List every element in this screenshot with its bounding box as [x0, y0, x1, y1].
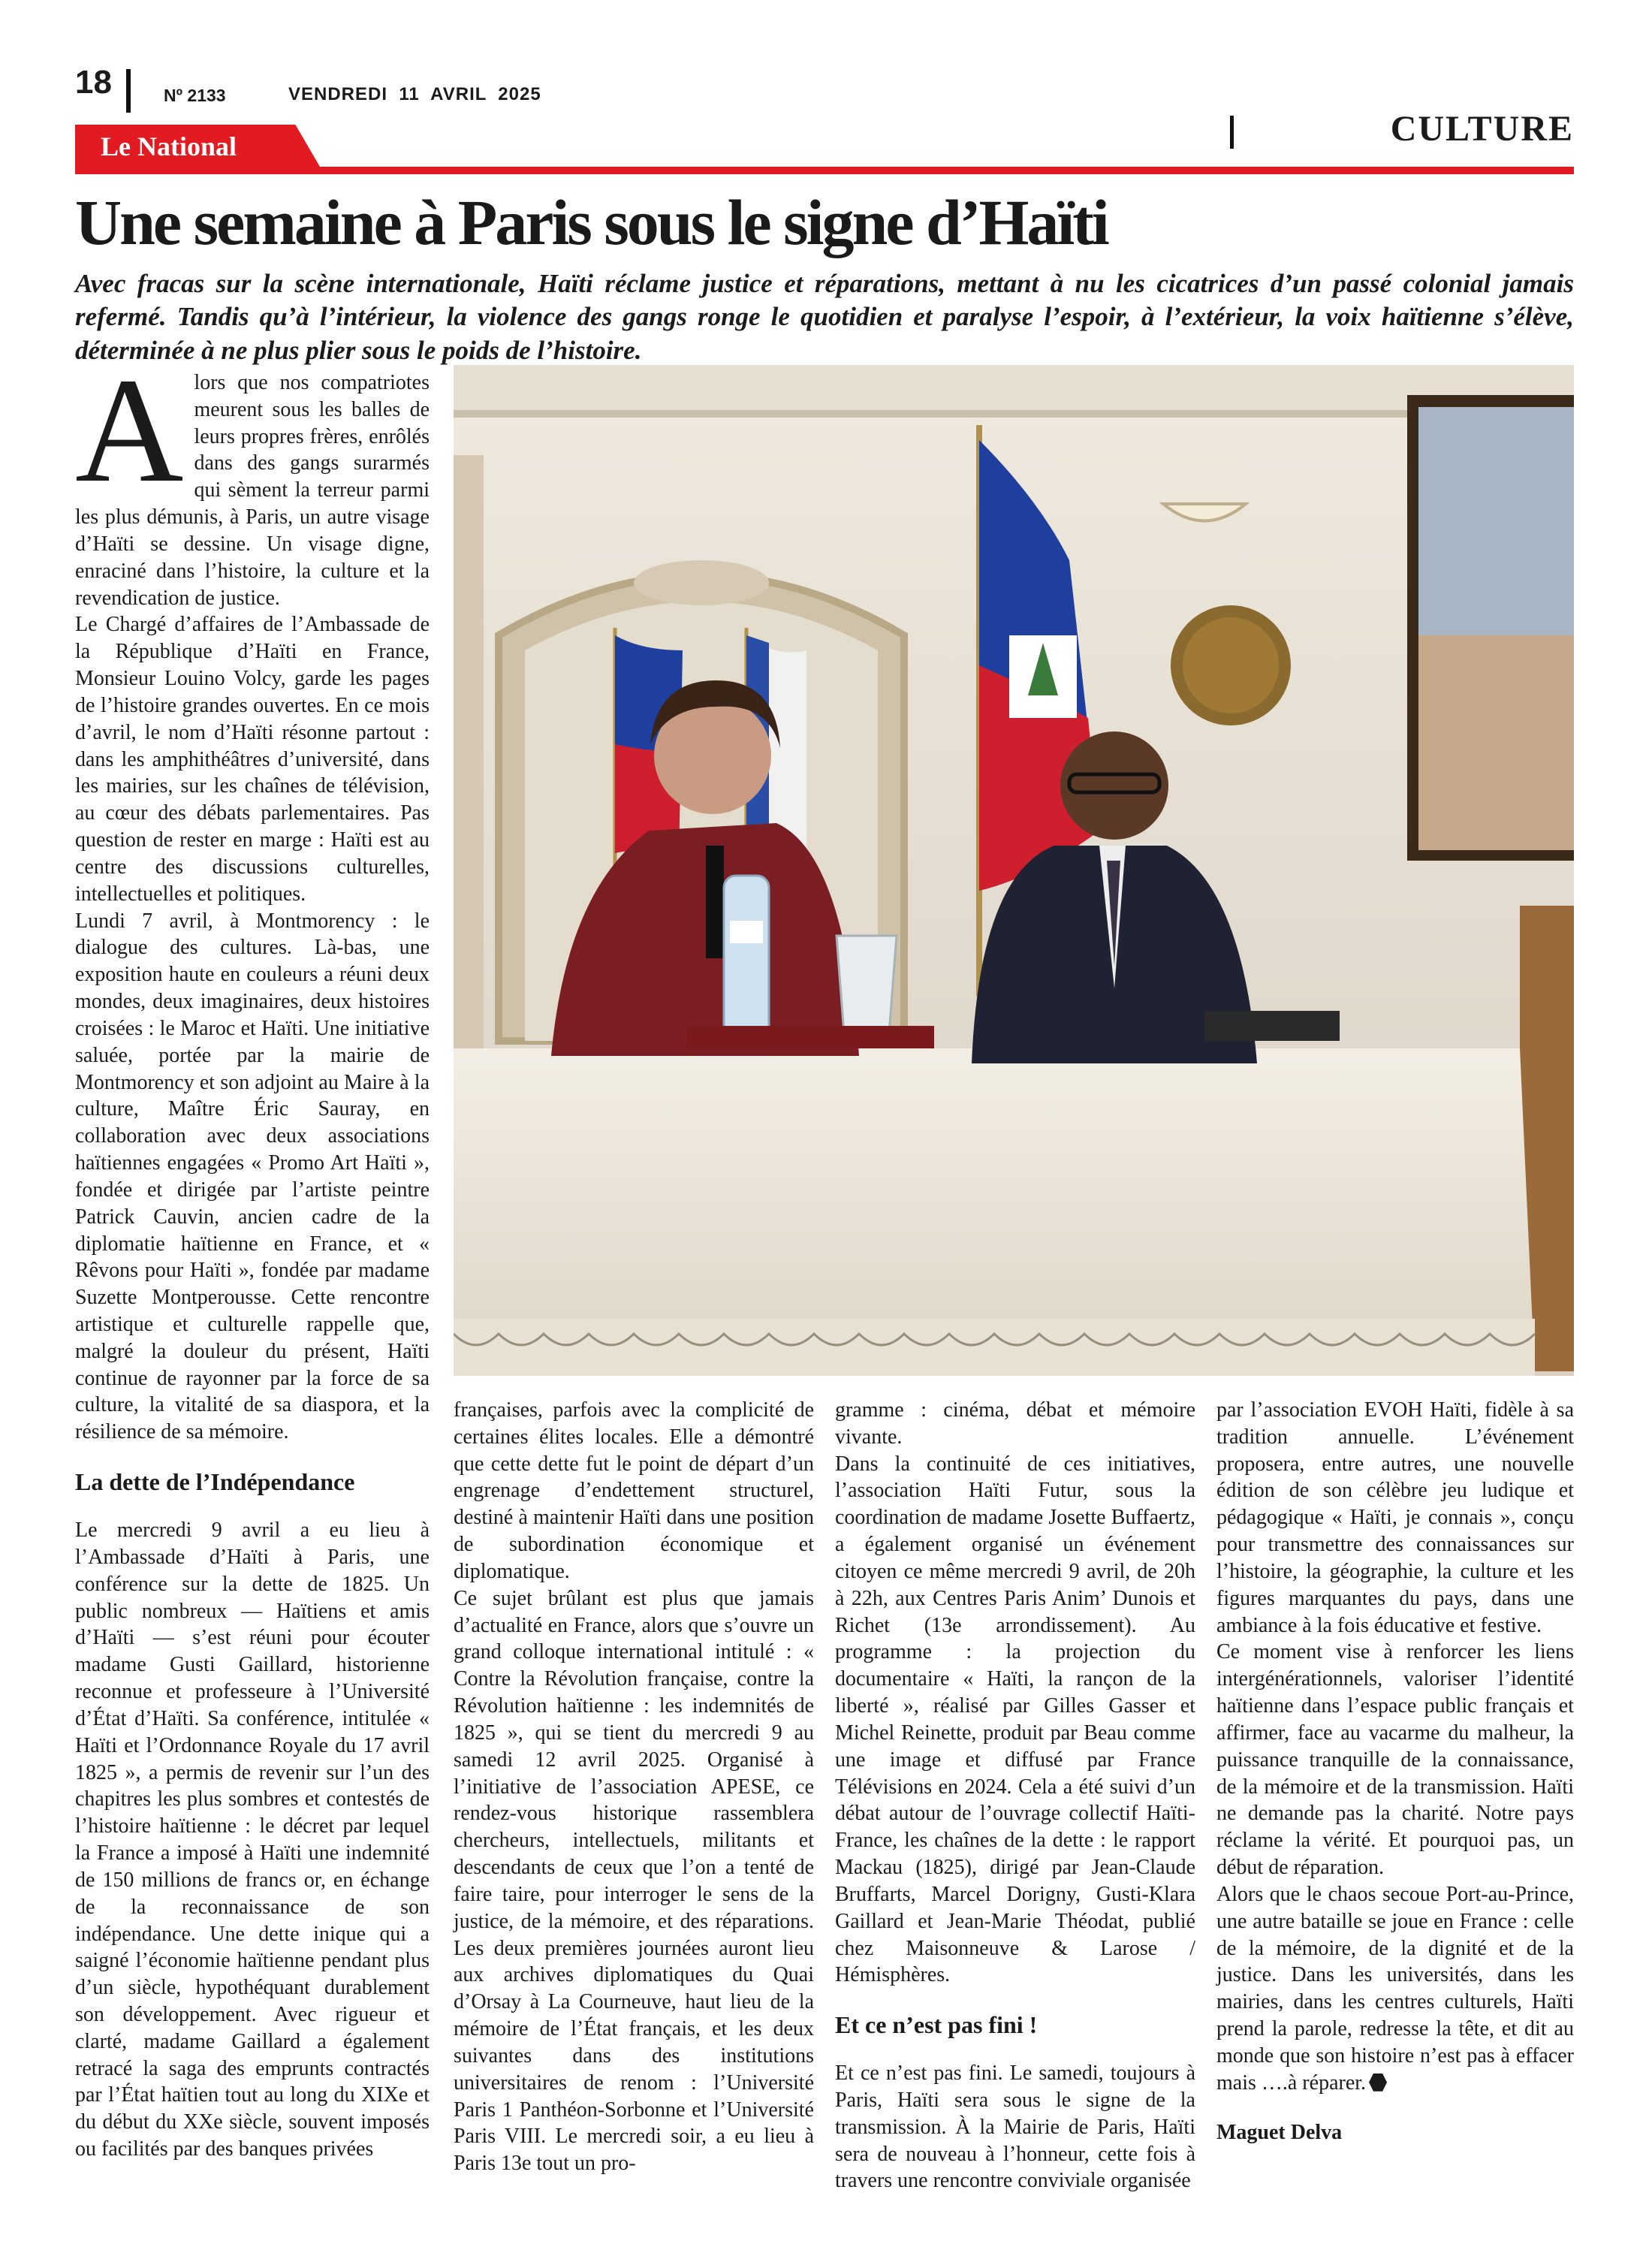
article-column-3 — [835, 1397, 1195, 2194]
section-label: CULTURE — [1390, 109, 1574, 149]
page-number: 18 — [75, 64, 112, 101]
article-column-2 — [454, 1397, 814, 2177]
paragraph: gramme : cinéma, débat et mémoire vivante. — [835, 1398, 1195, 1449]
paragraph: Et ce n’est pas fini. Le samedi, toujours à Paris, Haïti sera sous le signe de la transmission. À la Mairie de Paris, Haïti sera de nouveau à l’honneur, cette fois à travers une rencontre conviviale organisée — [835, 2061, 1195, 2193]
article-photo — [454, 365, 1574, 1376]
section-divider — [1230, 116, 1234, 149]
end-mark-icon — [1369, 2074, 1387, 2092]
paragraph: Le Chargé d’affaires de l’Ambassade de la République d’Haïti en France, Monsieur Louino Volcy, garde les pages de l’histoire grandes ouvertes. En ce mois d’avril, le nom d’Haïti résonne partout : dans les amphithéâtres d’université, dans les mairies, sur les chaînes de télévision, au cœur des débats parlementaires. Pas question de rester en marge : Haïti est au centre des discussions culturelles, intellectuelles et politiques. — [75, 613, 430, 906]
author-byline: Maguet Delva — [1216, 2120, 1343, 2144]
paragraph: françaises, parfois avec la complicité de certaines élites locales. Elle a démontré que cette dette fut le point de départ d’un engrenage d’endettement structurel, destiné à maintenir Haïti dans une position de subordination économique et diplomatique. — [454, 1398, 814, 1583]
paragraph: Lundi 7 avril, à Montmorency : le dialogue des cultures. Là-bas, une exposition haute en couleurs a réuni deux mondes, deux imaginaires, deux histoires croisées : le Maroc et Haïti. Une initiative saluée, portée par la mairie de Montmorency et son adjoint au Maire à la culture, Maître Éric Sauray, en collaboration avec deux associations haïtiennes engagées « Promo Art Haïti », fondée et dirigée par l’artiste peintre Patrick Cauvin, ancien cadre de la diplomatie haïtienne en France, et « Rêvons pour Haïti », fondée par madame Suzette Montperousse. Cette rencontre artistique et culturelle rappelle que, malgré la douleur du présent, Haïti continue de rayonner par la force de sa culture, la vitalité de sa diaspora, et la résilience de sa mémoire. — [75, 909, 430, 1444]
paragraph: Ce moment vise à renforcer les liens intergénérationnels, valoriser l’identité haïtienne dans l’espace public français et affirmer, face au vacarme du malheur, la puissance tranquille de la connaissance, de la mémoire et de la transmission. Haïti ne demande pas la charité. Notre pays réclame la vérité. Et pourquoi pas, un début de réparation. — [1216, 1640, 1574, 1880]
drop-cap: A — [75, 348, 184, 514]
section-subhead: Et ce n’est pas fini ! — [835, 2011, 1038, 2039]
paragraph: Le mercredi 9 avril a eu lieu à l’Ambassade d’Haïti à Paris, une conférence sur la dette de 1825. Un public nombreux — Haïtiens et amis d’Haïti — s’est réuni pour écouter madame Gusti Gaillard, historienne reconnue et professeure à l’Université d’État d’Haïti. Sa conférence, intitulée « Haïti et l’Ordonnance Royale du 17 avril 1825 », a permis de revenir sur l’un des chapitres les plus sombres et contestés de l’histoire haïtienne : le décret par lequel la France a imposé à Haïti une indemnité de 150 millions de francs or, en échange de la reconnaissance de son indépendance. Une dette inique qui a saigné l’économie haïtienne pendant plus d’un siècle, hypothéquant durablement son développement. Avec rigueur et clarté, madame Gaillard a également retracé la saga des emprunts contractés par l’État haïtien tout au long du XIXe et du début du XXe siècle, souvent imposés ou facilités par des banques privées — [75, 1519, 430, 2161]
section-subhead: La dette de l’Indépendance — [75, 1468, 355, 1496]
paragraph: Alors que le chaos secoue Port-au-Prince, une autre bataille se joue en France : celle de la mémoire, de la dignité et de la justice. Dans les universités, dans les mairies, dans les centres culturels, Haïti prend la parole, redresse la tête, et dit au monde que son histoire n’est pas à effacer mais ….à réparer. — [1216, 1882, 1574, 2095]
article-column-1 — [75, 348, 430, 2163]
paragraph: Alors que nos compatriotes meurent sous les balles de leurs propres frères, enrôlés dans des gangs surarmés qui sèment la terreur parmi les plus démunis, à Paris, un autre visage d’Haïti se dessine. Un visage digne, enraciné dans l’histoire, la culture et la revendication de justice. — [75, 348, 430, 610]
paragraph: Dans la continuité de ces initiatives, l’association Haïti Futur, sous la coordination de madame Josette Buffaertz, a également organisé un événement citoyen ce même mercredi 9 avril, de 20h à 22h, aux Centres Paris Anim’ Dunois et Richet (13e arrondissement). Au programme : la projection du documentaire « Haïti, la rançon de la liberté », réalisé par Gilles Gasser et Michel Reinette, produit par Beau comme une image et diffusé par France Télévisions en 2024. Cela a été suivi d’un débat autour de l’ouvrage collectif Haïti-France, les chaînes de la dette : le rapport Mackau (1825), dirigé par Jean-Claude Bruffarts, Marcel Dorigny, Gusti-Klara Gaillard et Jean-Marie Théodat, publié chez Maisonneuve & Larose / Hémisphères. — [835, 1452, 1195, 1987]
conference-scene-illustration — [454, 365, 1574, 1376]
issue-number: Nº 2133 — [164, 86, 226, 105]
issue-date: VENDREDI 11 AVRIL 2025 — [288, 84, 541, 104]
header-rule — [75, 167, 1574, 174]
article-title: Une semaine à Paris sous le signe d’Haïti — [75, 186, 1108, 258]
header-divider — [126, 69, 131, 113]
article-column-4 — [1216, 1397, 1574, 2146]
paragraph: Ce sujet brûlant est plus que jamais d’actualité en France, alors que s’ouvre un grand colloque international intitulé : « Contre la Révolution française, contre la Révolution haïtienne : les indemnités de 1825 », qui se tient du mercredi 9 au samedi 12 avril 2025. Organisé à l’initiative de l’association APESE, ce rendez-vous historique rassemblera chercheurs, intellectuels, militants et descendants de ceux que l’on a tenté de faire taire, pour interroger le sens de la justice, de la mémoire, et des réparations. Les deux premières journées auront lieu aux archives diplomatiques du Quai d’Orsay à La Courneuve, haut lieu de la mémoire de l’État français, et les deux suivantes dans des institutions universitaires de renom : l’Université Paris 1 Panthéon-Sorbonne et l’Université Paris VIII. Le mercredi soir, a eu lieu à Paris 13e tout un pro- — [454, 1586, 814, 2176]
article-lede: Avec fracas sur la scène internationale, Haïti réclame justice et réparations, mettant à nu les cicatrices d’un passé colonial jamais refermé. Tandis qu’à l’intérieur, la violence des gangs ronge le quotidien et paralyse l’espoir, à l’extérieur, la voix haïtienne s’élève, déterminée à ne plus plier sous le poids de l’histoire. — [75, 269, 1574, 365]
newspaper-name: Le National — [101, 131, 237, 161]
paragraph: par l’association EVOH Haïti, fidèle à sa tradition annuelle. L’événement proposera, entre autres, une nouvelle édition de son célèbre jeu ludique et pédagogique « Haïti, je connais », conçu pour transmettre des connaissances sur l’histoire, la géographie, la culture et les figures marquantes du pays, dans une ambiance à la fois éducative et festive. — [1216, 1398, 1574, 1637]
